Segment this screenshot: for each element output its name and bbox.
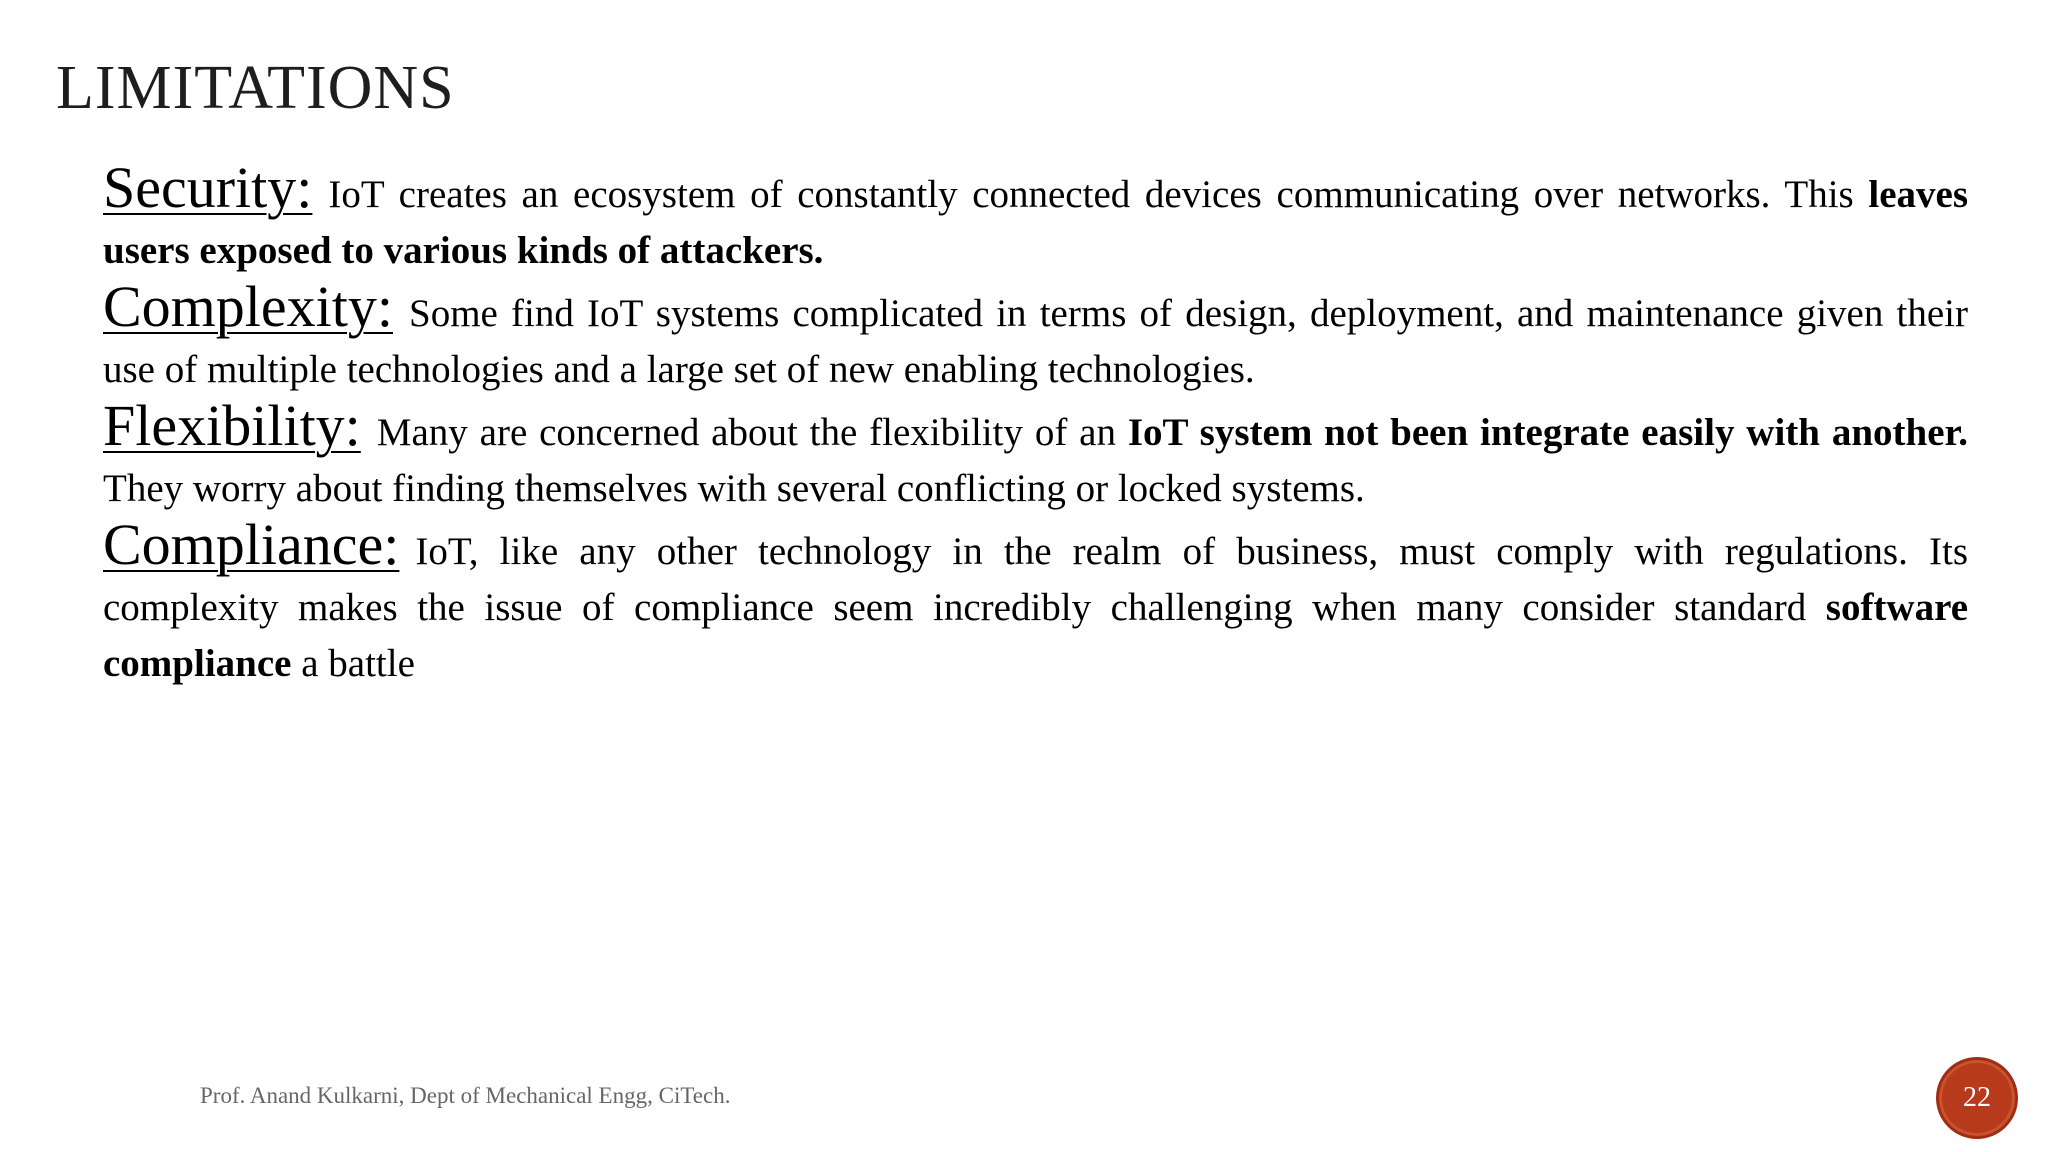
footer-credit: Prof. Anand Kulkarni, Dept of Mechanical Engg, CiTech. bbox=[200, 1083, 731, 1108]
limitations-list bbox=[103, 155, 1969, 692]
limitation-heading: Compliance: bbox=[103, 512, 400, 577]
limitation-heading: Flexibility: bbox=[103, 393, 361, 458]
limitation-heading: Security: bbox=[103, 155, 313, 220]
page-number-badge: 22 bbox=[1942, 1063, 2012, 1133]
limitation-compliance bbox=[103, 512, 1968, 692]
limitation-text: IoT, like any other technology in the realm of business, must comply with regulations. Its complexity makes the issue of compliance seem incredibly challenging when many consider standard bbox=[103, 530, 1968, 629]
limitation-complexity bbox=[103, 274, 1968, 398]
limitation-text: a battle bbox=[301, 642, 415, 685]
limitation-text: Some find IoT systems complicated in terms of design, deployment, and maintenance given their use of multiple technologies and a large set of new enabling technologies. bbox=[103, 292, 1968, 391]
limitation-bold-text: leaves users exposed to various kinds of attackers. bbox=[103, 173, 1969, 272]
limitation-security bbox=[103, 155, 1969, 279]
limitation-text: They worry about finding themselves with several conflicting or locked systems. bbox=[103, 467, 1365, 510]
limitation-bold-text: IoT system not been integrate easily with another. bbox=[1127, 411, 1968, 454]
limitation-text: IoT creates an ecosystem of constantly connected devices communicating over networks. This bbox=[328, 173, 1854, 216]
limitation-flexibility bbox=[103, 393, 1968, 517]
limitation-heading: Complexity: bbox=[103, 274, 393, 339]
slide-title: LIMITATIONS bbox=[56, 54, 455, 122]
limitation-bold-text: software compliance bbox=[103, 586, 1968, 685]
limitation-text: Many are concerned about the flexibility of an bbox=[376, 411, 1116, 454]
